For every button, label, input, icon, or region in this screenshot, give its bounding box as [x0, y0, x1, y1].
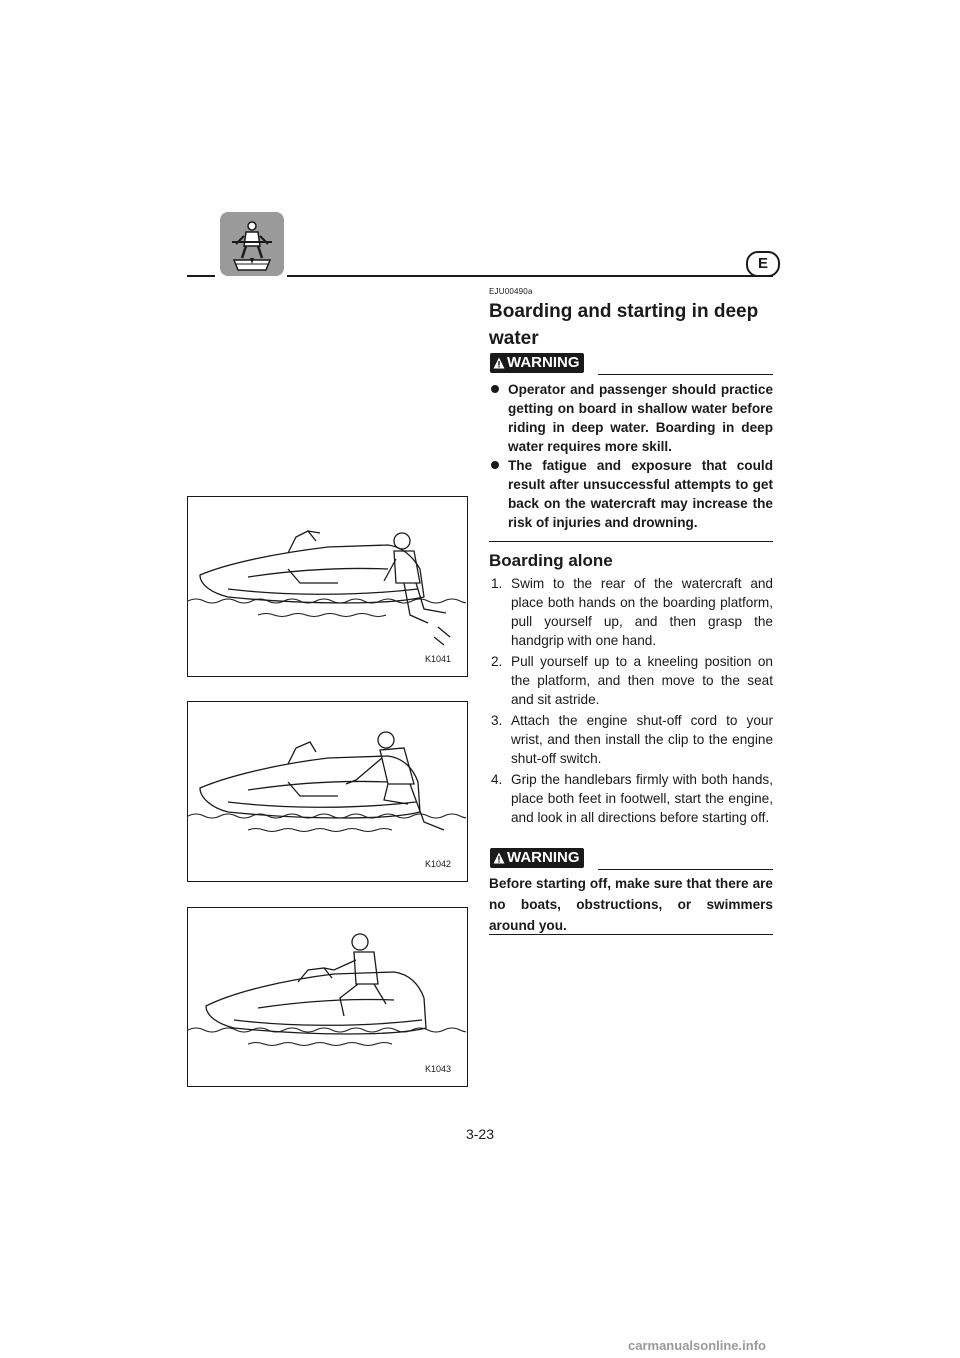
warning-rule [598, 869, 773, 870]
illustration-seated-astride [187, 907, 468, 1087]
warning-item: The fatigue and exposure that could result after unsuccessful attempts to get back on the watercraft may increase the risk of injuries and drowning. [491, 456, 773, 532]
steps-list [491, 574, 773, 829]
warning-end-rule [489, 541, 773, 542]
warning-badge [490, 848, 584, 868]
warning-item: Operator and passenger should practice getting on board in shallow water before riding in deep water. Boarding in deep water requires more skill. [491, 380, 773, 456]
warning-text: Before starting off, make sure that there are no boats, obstructions, or swimmers around you. [489, 876, 773, 933]
section-code: EJU00490a [489, 287, 533, 296]
header-rule-left [187, 275, 215, 277]
warning-end-rule [489, 934, 773, 935]
figure-label: K1041 [424, 654, 451, 664]
warning-label: WARNING [507, 354, 580, 371]
watercraft-kneeling-drawing [188, 702, 466, 880]
watercraft-seated-drawing [188, 908, 466, 1085]
warning-badge [490, 353, 584, 373]
watermark: carmanualsonline.info [628, 1338, 766, 1353]
step-item: 4. Grip the handlebars firmly with both hands, place both feet in footwell, start the engine, and look in all directions before starting off. [491, 772, 773, 825]
warning-list [491, 380, 773, 532]
warning-triangle-icon [493, 852, 505, 864]
warning-rule [598, 374, 773, 375]
section-title: Boarding and starting in deep water [489, 301, 759, 349]
illustration-boarding-from-water [187, 496, 468, 677]
warning-label: WARNING [507, 849, 580, 866]
watercraft-boarding-drawing [188, 497, 466, 675]
figure-label: K1042 [424, 859, 451, 869]
step-item: 3. Attach the engine shut-off cord to your wrist, and then install the clip to the engine shut-off switch. [491, 713, 773, 766]
step-item: 2. Pull yourself up to a kneeling position on the platform, and then move to the seat and sit astride. [491, 654, 773, 707]
watercraft-rider-icon [220, 212, 284, 276]
language-badge: E [746, 251, 780, 277]
figure-label: K1043 [424, 1064, 451, 1074]
illustration-kneeling-on-platform [187, 701, 468, 882]
page-number: 3-23 [465, 1126, 495, 1142]
step-item: 1. Swim to the rear of the watercraft and place both hands on the boarding platform, pull yourself up, and then grasp the handgrip with one hand. [491, 576, 773, 648]
bullet-icon [491, 461, 499, 469]
bullet-icon [491, 385, 499, 393]
subsection-heading: Boarding alone [489, 551, 613, 570]
header-rule-right [287, 275, 773, 277]
warning-triangle-icon [493, 357, 505, 369]
